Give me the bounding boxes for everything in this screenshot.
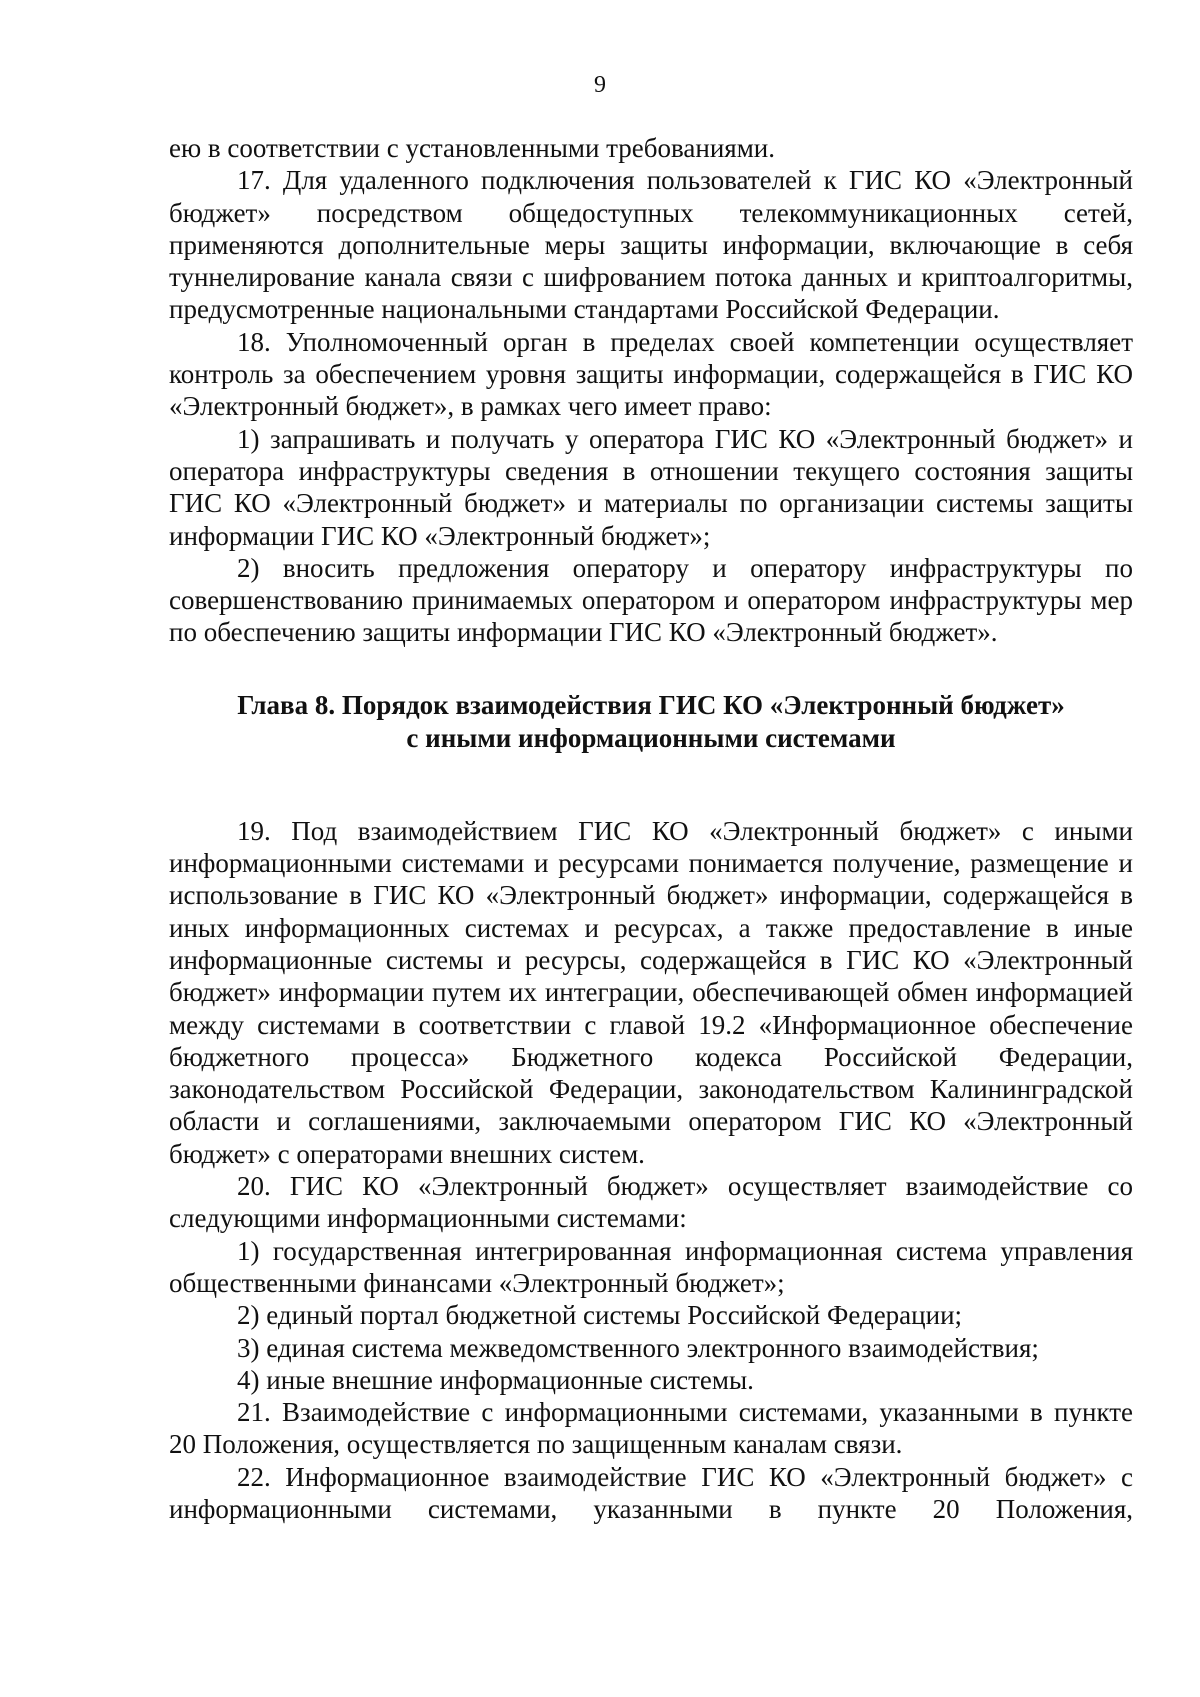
chapter-heading-line-2: с иными информационными системами: [406, 722, 896, 753]
paragraph-17: 17. Для удаленного подключения пользователей к ГИС КО «Электронный бюджет» посредством общедоступных телекоммуникационных сетей, применяются дополнительные меры защиты информации, включающие в себя туннелирование канала связи с шифрованием потока данных и криптоалгоритмы, предусмотренные национальными стандартами Российской Федерации.: [169, 165, 1133, 325]
paragraph-18: 18. Уполномоченный орган в пределах своей компетенции осуществляет контроль за обеспечением уровня защиты информации, содержащейся в ГИС КО «Электронный бюджет», в рамках чего имеет право:: [169, 326, 1133, 422]
paragraph-20-item-4: 4) иные внешние информационные системы.: [237, 1364, 754, 1395]
chapter-heading-line-1: Глава 8. Порядок взаимодействия ГИС КО «Электронный бюджет»: [237, 689, 1065, 720]
paragraph-19: 19. Под взаимодействием ГИС КО «Электронный бюджет» с иными информационными системами и ресурсами понимается получение, размещение и использование в ГИС КО «Электронный бюджет» информации, содержащейся в иных информационных системах и ресурсах, а также предоставление в иные информационные системы и ресурсы, содержащейся в ГИС КО «Электронный бюджет» информации путем их интеграции, обеспечивающей обмен информацией между системами в соответствии с главой 19.2 «Информационное обеспечение бюджетного процесса» Бюджетного кодекса Российской Федерации, законодательством Российской Федерации, законодательством Калининградской области и соглашениями, заключаемыми оператором ГИС КО «Электронный бюджет» с операторами внешних систем.: [169, 815, 1133, 1169]
paragraph-18-item-1: 1) запрашивать и получать у оператора ГИС КО «Электронный бюджет» и оператора инфраструктуры сведения в отношении текущего состояния защиты ГИС КО «Электронный бюджет» и материалы по организации системы защиты информации ГИС КО «Электронный бюджет»;: [169, 423, 1133, 551]
page-number: 9: [594, 72, 606, 98]
chapter-heading: [169, 689, 1133, 755]
paragraph-20-item-3: 3) единая система межведомственного электронного взаимодействия;: [237, 1332, 1039, 1363]
document-body: [169, 132, 1133, 1525]
paragraph-20-item-2: 2) единый портал бюджетной системы Российской Федерации;: [237, 1300, 963, 1331]
paragraph-21: 21. Взаимодействие с информационными системами, указанными в пункте 20 Положения, осуществляется по защищенным каналам связи.: [169, 1397, 1133, 1460]
paragraph-18-item-2: 2) вносить предложения оператору и оператору инфраструктуры по совершенствованию принимаемых оператором и оператором инфраструктуры мер по обеспечению защиты информации ГИС КО «Электронный бюджет».: [169, 552, 1133, 648]
paragraph-22: 22. Информационное взаимодействие ГИС КО «Электронный бюджет» с информационными системами, указанными в пункте 20 Положения,: [169, 1461, 1133, 1524]
paragraph-20-item-1: 1) государственная интегрированная информационная система управления общественными финансами «Электронный бюджет»;: [169, 1235, 1133, 1298]
paragraph-20: 20. ГИС КО «Электронный бюджет» осуществляет взаимодействие со следующими информационными системами:: [169, 1171, 1133, 1234]
paragraph-continuation: ею в соответствии с установленными требованиями.: [169, 133, 775, 163]
